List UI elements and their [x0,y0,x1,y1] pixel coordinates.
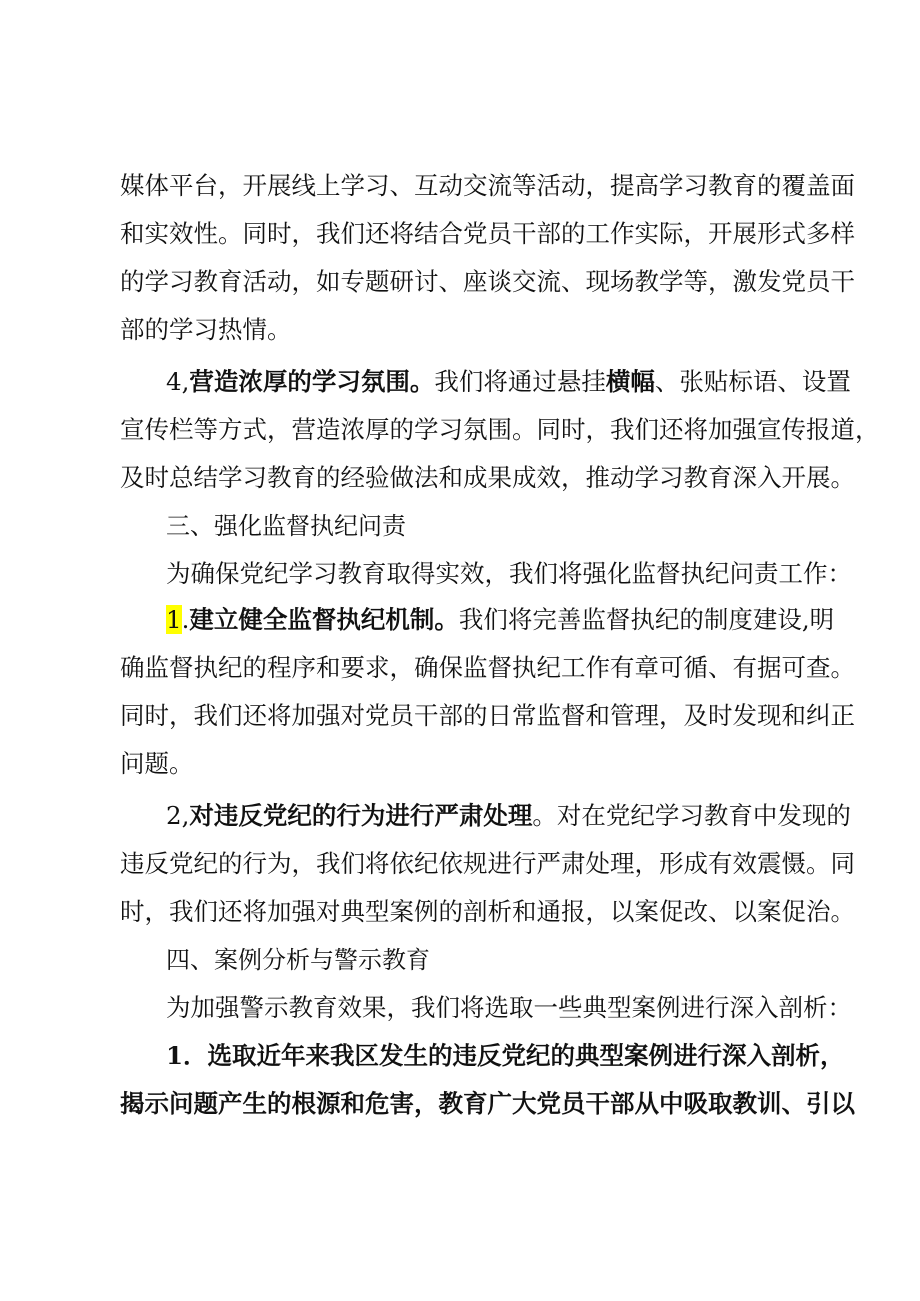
paragraph-line: 时，我们还将加强对典型案例的剖析和通报，以案促改、以案促治。 [120,897,855,926]
paragraph-line: 问题。 [120,749,194,778]
paragraph-line: 同时，我们还将加强对党员干部的日常监督和管理，及时发现和纠正 [120,701,855,730]
highlighted-number: 1 [166,605,182,634]
list-item-1-first-line [166,604,835,636]
paragraph-line: 及时总结学习教育的经验做法和成果成效，推动学习教育深入开展。 [120,463,855,492]
list-item-bold-word: 横幅 [605,367,655,396]
list-item-4-first-line [166,366,851,398]
list-item-text: 我们将通过悬挂 [434,367,606,396]
paragraph-line: 宣传栏等方式，营造浓厚的学习氛围。同时，我们还将加强宣传报道， [120,415,880,444]
list-item-text: 、张贴标语、设置 [654,367,851,396]
section-intro: 为确保党纪学习教育取得实效，我们将强化监督执纪问责工作： [166,559,852,588]
paragraph-line: 媒体平台，开展线上学习、互动交流等活动，提高学习教育的覆盖面 [120,171,855,200]
list-item-number: 2, [166,801,190,830]
paragraph-line: 和实效性。同时，我们还将结合党员干部的工作实际，开展形式多样 [120,219,855,248]
list-item-bold-title: 对违反党纪的行为进行严肃处理 [189,801,533,830]
list-item-bold-title: 营造浓厚的学习氛围。 [189,367,435,396]
list-item-dot: . [181,605,190,634]
paragraph-line: 确监督执纪的程序和要求，确保监督执纪工作有章可循、有据可查。 [120,653,855,682]
paragraph-line: 的学习教育活动，如专题研讨、座谈交流、现场教学等，激发党员干 [120,267,855,296]
list-item-number: 4, [166,367,190,396]
list-item-text: 。对在党纪学习教育中发现的 [532,801,851,830]
section-heading: 四、案例分析与警示教育 [166,946,430,974]
paragraph-line: 违反党纪的行为，我们将依纪依规进行严肃处理，形成有效震慑。同 [120,849,855,878]
list-item-1-first-line: 1．选取近年来我区发生的违反党纪的典型案例进行深入剖析， [166,1041,845,1070]
paragraph-line: 揭示问题产生的根源和危害，教育广大党员干部从中吸取教训、引以 [120,1089,855,1118]
list-item-bold-title: 建立健全监督执纪机制。 [189,605,459,634]
list-item-text: 我们将完善监督执纪的制度建设,明 [458,605,835,634]
section-heading: 三、强化监督执纪问责 [166,512,406,540]
paragraph-line: 部的学习热情。 [120,315,292,344]
section-intro: 为加强警示教育效果，我们将选取一些典型案例进行深入剖析： [166,993,852,1022]
list-item-2-first-line [166,800,851,832]
